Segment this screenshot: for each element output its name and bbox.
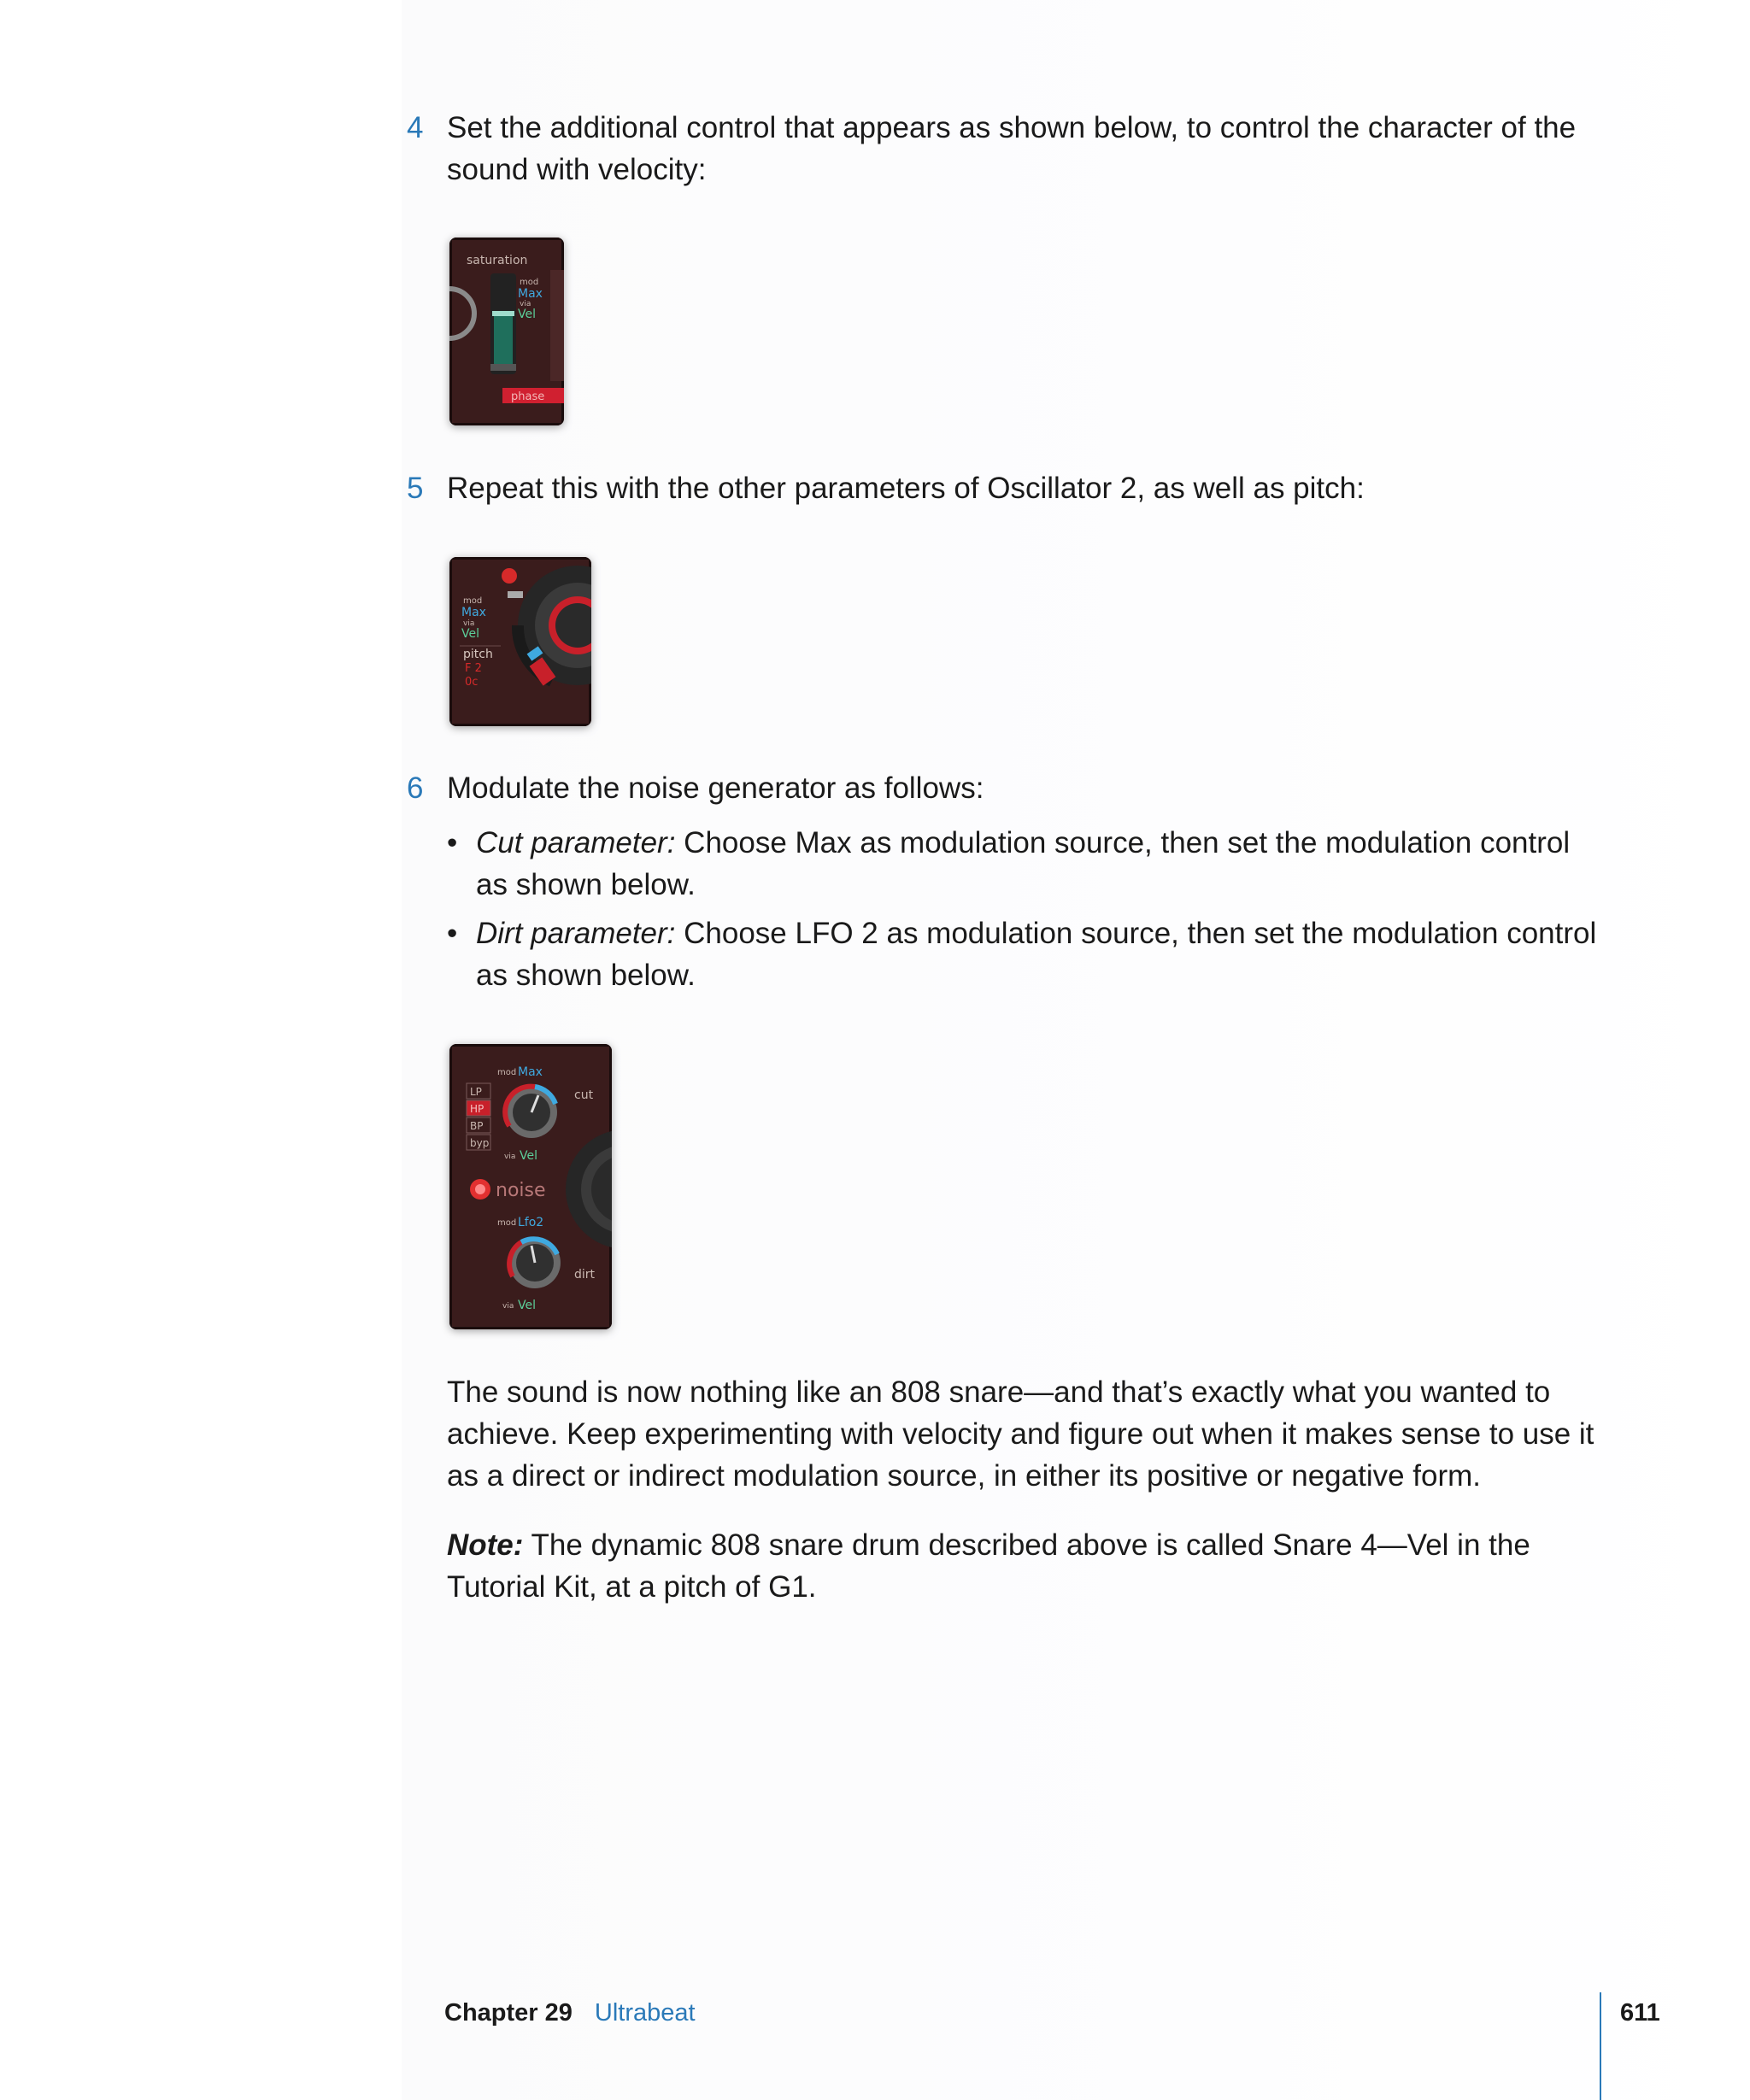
bullet-text: Choose LFO 2 as modulation source, then set the modulation control as shown below. [476,917,1597,992]
pitch-note: F 2 [465,662,482,675]
footer-section-link[interactable]: Ultrabeat [594,1999,696,2027]
filter-mode-byp: byp [470,1137,490,1149]
via-label: via [504,1153,516,1161]
bullet-term: Dirt parameter: [476,917,676,950]
filter-mode-bp: BP [470,1120,484,1132]
step-number: 4 [407,111,424,144]
step-text: Set the additional control that appears as shown below, to control the character of the sound with velocity: [447,111,1577,186]
mod-label: mod [497,1218,517,1228]
step-text: Repeat this with the other parameters of Oscillator 2, as well as pitch: [447,472,1365,505]
via-label: via [520,300,531,308]
vel-label: Vel [518,1299,536,1312]
step-4 [407,107,1620,191]
saturation-label: saturation [467,254,528,267]
page-number: 611 [1620,1999,1660,2027]
page-footer [444,1996,696,2030]
step-text: Modulate the noise generator as follows: [447,771,984,805]
list-item [447,822,1609,906]
vel-label: Vel [518,308,536,321]
pitch-label: pitch [463,648,493,661]
noise-label: noise [496,1180,546,1201]
max-label: Max [461,606,486,619]
filter-mode-hp: HP [470,1103,484,1115]
filter-mode-lp: LP [470,1086,482,1098]
via-label: via [463,619,475,628]
footer-chapter: Chapter 29 [444,1999,573,2027]
bullet-term: Cut parameter: [476,826,676,859]
mod-label: mod [520,278,539,287]
vel-label: Vel [461,627,479,641]
bullet-list [447,822,1609,1003]
step-6 [407,767,1620,809]
vel-label: Vel [520,1149,537,1163]
saturation-screenshot [449,238,564,425]
step-number: 5 [407,472,424,505]
step-number: 6 [407,771,424,805]
noise-screenshot [449,1044,612,1329]
note-paragraph [447,1524,1609,1608]
body-paragraph: The sound is now nothing like an 808 snare—and that’s exactly what you wanted to achieve. Keep experimenting with velocity and figure out when it makes sense to use it as a direct or indirect modulation source, in either its positive or negative form. [447,1376,1594,1493]
phase-button: phase [511,390,545,403]
via-label: via [502,1302,514,1311]
pitch-screenshot [449,557,591,726]
bullet-dot: • [447,826,458,859]
dirt-label: dirt [574,1268,596,1282]
cut-label: cut [574,1088,594,1102]
lfo2-label: Lfo2 [518,1216,544,1229]
bullet-text: Choose Max as modulation source, then set the modulation control as shown below. [476,826,1571,901]
note-label: Note: [447,1528,524,1562]
pitch-cents: 0c [465,676,479,689]
mod-label: mod [497,1068,517,1077]
max-label: Max [518,1065,543,1079]
note-text: The dynamic 808 snare drum described above is called Snare 4—Vel in the Tutorial Kit, at a pitch of G1. [447,1528,1530,1604]
footer-divider [1600,1992,1601,2100]
bullet-dot: • [447,917,458,950]
list-item [447,912,1609,996]
max-label: Max [518,287,543,301]
mod-label: mod [463,596,483,606]
step-5 [407,467,1620,509]
